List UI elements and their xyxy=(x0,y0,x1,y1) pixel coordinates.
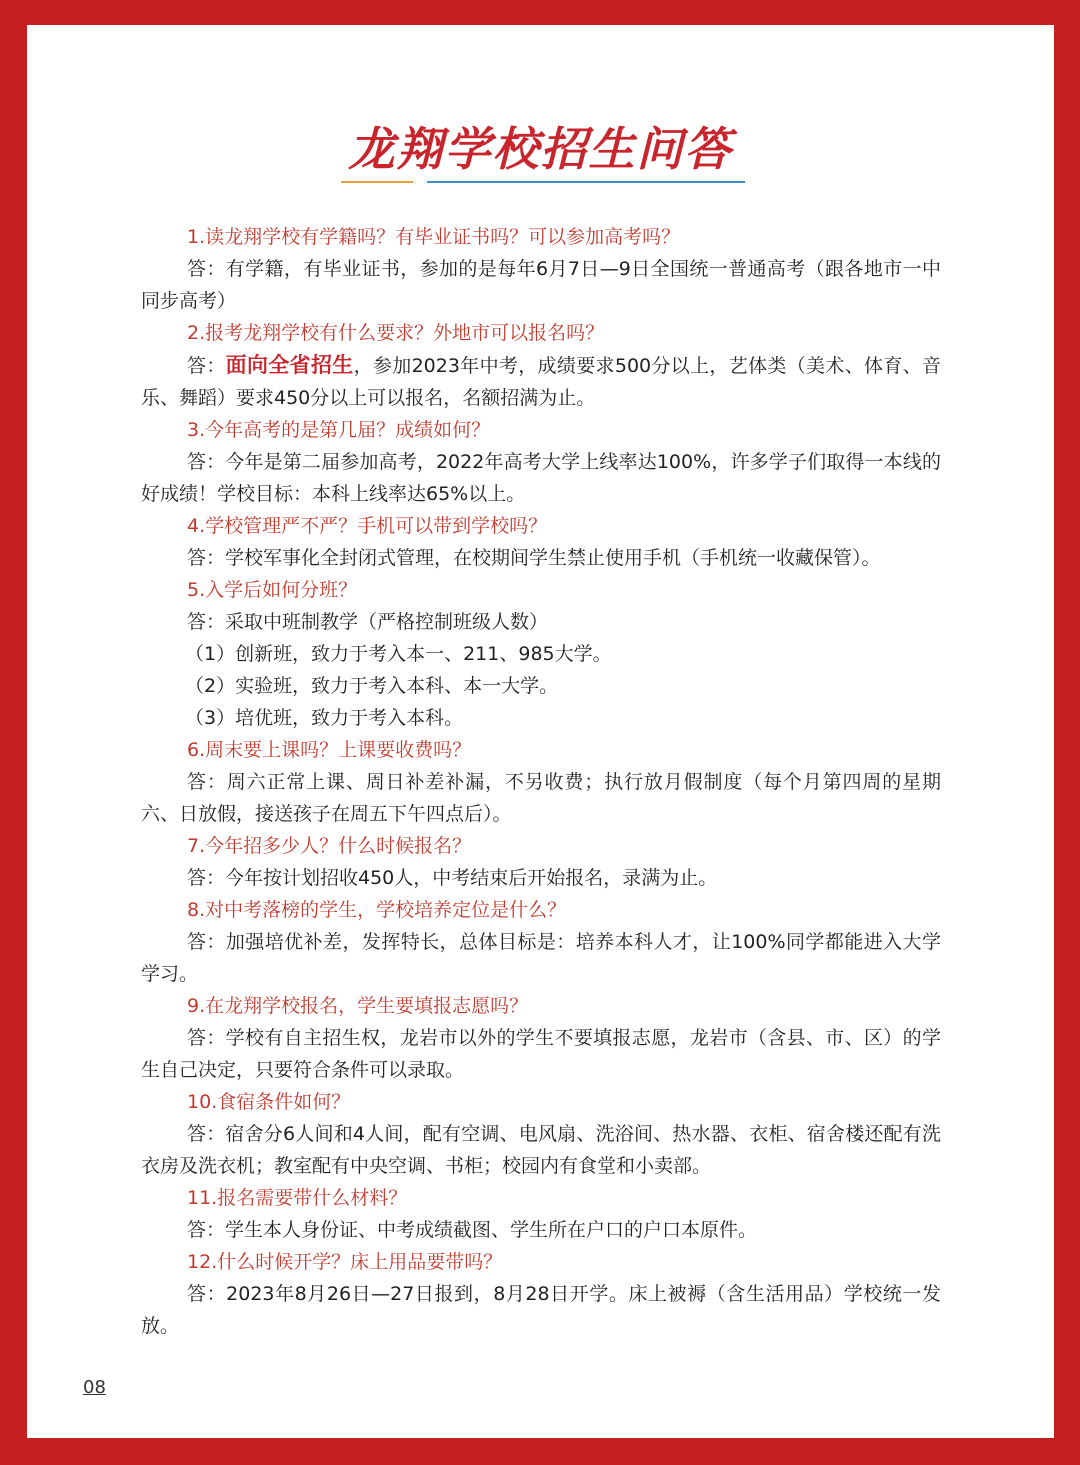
faq-item-11 xyxy=(141,1182,941,1246)
faq-answer: 答：学校军事化全封闭式管理，在校期间学生禁止使用手机（手机统一收藏保管）。 xyxy=(187,547,881,569)
faq-item-9 xyxy=(141,990,941,1086)
faq-item-12 xyxy=(141,1246,941,1342)
faq-question: 10.食宿条件如何？ xyxy=(187,1091,351,1113)
faq-item-1 xyxy=(141,221,941,317)
class-type-item: （3）培优班，致力于考入本科。 xyxy=(185,707,464,729)
faq-answer: 答：有学籍，有毕业证书，参加的是每年6月7日—9日全国统一普通高考（跟各地市一中同步高考） xyxy=(141,258,941,312)
faq-item-7 xyxy=(141,830,941,894)
faq-answer: 答：学生本人身份证、中考成绩截图、学生所在户口的户口本原件。 xyxy=(187,1219,758,1241)
faq-answer: 答：学校有自主招生权，龙岩市以外的学生不要填报志愿，龙岩市（含县、市、区）的学生自己决定，只要符合条件可以录取。 xyxy=(141,1027,941,1081)
title-underline-blue xyxy=(427,181,745,183)
faq-item-3 xyxy=(141,414,941,510)
faq-answer: 答：今年按计划招收450人，中考结束后开始报名，录满为止。 xyxy=(187,867,718,889)
faq-question: 9.在龙翔学校报名，学生要填报志愿吗？ xyxy=(187,995,529,1017)
faq-question: 8.对中考落榜的学生，学校培养定位是什么？ xyxy=(187,899,567,921)
faq-answer: 答：周六正常上课、周日补差补漏，不另收费；执行放月假制度（每个月第四周的星期六、日放假，接送孩子在周五下午四点后）。 xyxy=(141,771,941,825)
faq-question: 12.什么时候开学？床上用品要带吗？ xyxy=(187,1251,503,1273)
faq-answer: 答：宿舍分6人间和4人间，配有空调、电风扇、洗浴间、热水器、衣柜、宿舍楼还配有洗衣房及洗衣机；教室配有中央空调、书柜；校园内有食堂和小卖部。 xyxy=(141,1123,941,1177)
faq-item-10 xyxy=(141,1086,941,1182)
faq-answer: 答：2023年8月26日—27日报到，8月28日开学。床上被褥（含生活用品）学校统一发放。 xyxy=(141,1283,941,1337)
class-type-item: （1）创新班，致力于考入本一、211、985大学。 xyxy=(185,643,612,665)
faq-question: 3.今年高考的是第几届？成绩如何？ xyxy=(187,419,491,441)
faq-question: 7.今年招多少人？什么时候报名？ xyxy=(187,835,472,857)
faq-question: 4.学校管理严不严？手机可以带到学校吗？ xyxy=(187,515,548,537)
answer-text: ，参加2023年中考，成绩要求500分以上，艺体类（美术、体育、音乐、舞蹈）要求450分以上可以报名，名额招满为止。 xyxy=(141,355,941,409)
faq-item-4 xyxy=(141,510,941,574)
faq-question: 5.入学后如何分班？ xyxy=(187,579,358,601)
faq-list xyxy=(141,221,941,1342)
title-underline-orange xyxy=(341,181,413,183)
answer-prefix: 答： xyxy=(187,355,226,377)
faq-answer: 答：采取中班制教学（严格控制班级人数） xyxy=(187,611,549,633)
faq-question: 2.报考龙翔学校有什么要求？外地市可以报名吗？ xyxy=(187,322,605,344)
faq-question: 11.报名需要带什么材料？ xyxy=(187,1187,408,1209)
faq-answer: 答：今年是第二届参加高考，2022年高考大学上线率达100%，许多学子们取得一本线的好成绩！学校目标：本科上线率达65%以上。 xyxy=(141,451,941,505)
faq-answer: 答：加强培优补差，发挥特长，总体目标是：培养本科人才，让100%同学都能进入大学学习。 xyxy=(141,931,941,985)
page-paper xyxy=(27,25,1054,1438)
faq-question: 1.读龙翔学校有学籍吗？有毕业证书吗？可以参加高考吗？ xyxy=(187,226,681,248)
page-number: 08 xyxy=(83,1377,106,1398)
faq-item-2 xyxy=(141,317,941,414)
class-type-item: （2）实验班，致力于考入本科、本一大学。 xyxy=(185,675,559,697)
faq-question: 6.周末要上课吗？上课要收费吗？ xyxy=(187,739,472,761)
faq-item-5 xyxy=(141,574,941,734)
answer-highlight: 面向全省招生 xyxy=(225,353,354,377)
faq-item-6 xyxy=(141,734,941,830)
page-title: 龙翔学校招生问答 xyxy=(348,122,733,176)
faq-item-8 xyxy=(141,894,941,990)
faq-answer xyxy=(141,349,941,414)
